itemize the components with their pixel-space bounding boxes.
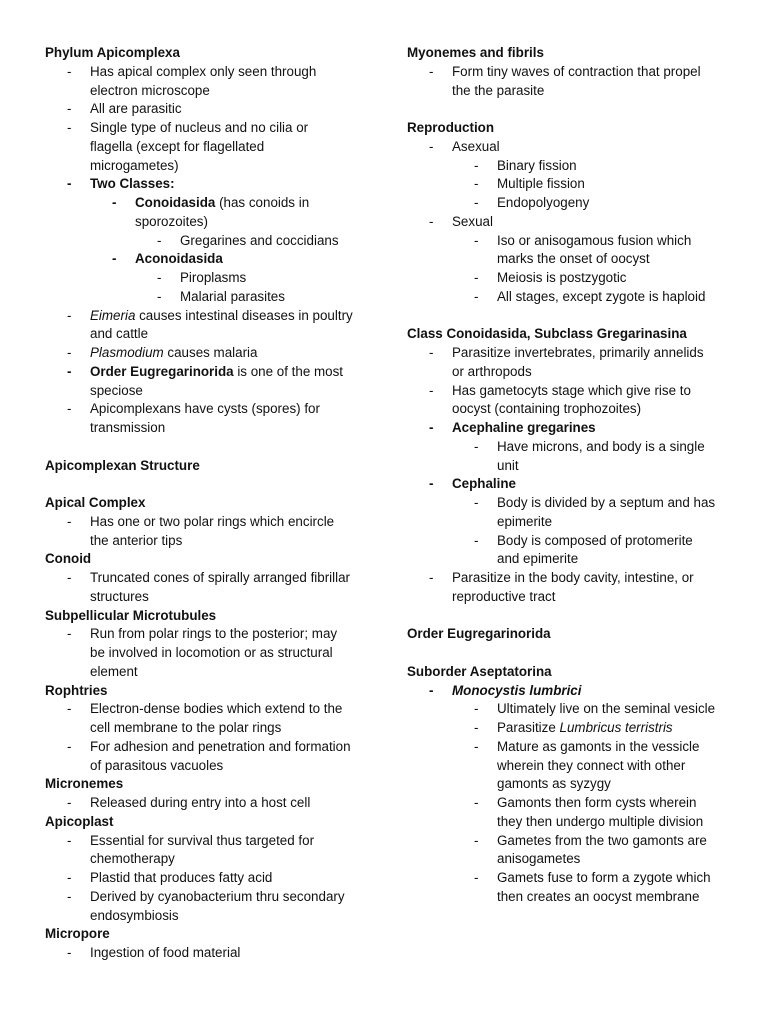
rophtries-heading: Rophtries (45, 682, 108, 698)
list-item: - Form tiny waves of contraction that propel (429, 63, 701, 79)
list-item: - Released during entry into a host cell (67, 795, 311, 810)
list-item-cephaline: - Cephaline (429, 476, 516, 492)
apicoplast-heading: Apicoplast (45, 813, 114, 829)
list-item-cont: oocyst (containing trophozoites) (452, 401, 642, 417)
structure-heading: Apicomplexan Structure (45, 457, 200, 473)
list-item: - Malarial parasites (157, 288, 285, 304)
reproduction-heading: Reproduction (407, 120, 495, 135)
list-item-cont: flagella (except for flagellated (90, 138, 265, 154)
list-item: - Piroplasms (157, 270, 247, 285)
list-item-cont: the anterior tips (90, 532, 183, 548)
list-item: - Ultimately live on the seminal vesicle (474, 701, 716, 717)
list-item: - Iso or anisogamous fusion which (474, 232, 692, 248)
list-item: - Essential for survival thus targeted for (67, 832, 315, 848)
list-item: - Gamonts then form cysts wherein (474, 795, 697, 810)
list-item: - Has gametocyts stage which give rise to (429, 382, 691, 398)
list-item: - Parasitize Lumbricus terristris (474, 720, 673, 735)
list-item: - Electron-dense bodies which extend to the (67, 701, 343, 717)
list-item-monocystis: - Monocystis lumbrici (429, 682, 582, 698)
list-item: - Gregarines and coccidians (157, 232, 339, 248)
list-item: - Parasitize in the body cavity, intestine, or (429, 570, 694, 585)
list-item: - Run from polar rings to the posterior; may (67, 626, 338, 642)
list-item: - Plastid that produces fatty acid (67, 870, 273, 885)
list-item-aconoidasida: - Aconoidasida (112, 251, 223, 267)
list-item-plasmodium: - Plasmodium causes malaria (67, 345, 258, 360)
list-item-cont: marks the onset of oocyst (497, 251, 650, 267)
list-item-cont: they then undergo multiple division (497, 813, 704, 829)
list-item: - Have microns, and body is a single (474, 438, 705, 454)
list-item: - Ingestion of food material (67, 945, 241, 960)
list-item-cont: chemotherapy (90, 851, 175, 867)
list-item-cont: of parasitous vacuoles (90, 757, 224, 773)
list-item-cont: transmission (90, 420, 166, 435)
list-item-cont: sporozoites) (135, 213, 208, 229)
micronemes-heading: Micronemes (45, 776, 124, 792)
list-item: - Multiple fission (474, 176, 585, 192)
list-item-cont: endosymbiosis (90, 907, 179, 923)
list-item-cont: be involved in locomotion or as structural (90, 645, 333, 660)
order-heading: Order Eugregarinorida (407, 626, 551, 642)
list-item-two-classes: - Two Classes: (67, 176, 175, 192)
list-item-cont: epimerite (497, 513, 553, 529)
list-item: - Single type of nucleus and no cilia or (67, 120, 309, 135)
list-item: - Has one or two polar rings which encircle (67, 513, 335, 529)
list-item: - Meiosis is postzygotic (474, 270, 627, 285)
list-item: - Sexual (429, 213, 493, 229)
list-item-cont: cell membrane to the polar rings (90, 720, 282, 735)
list-item: - All stages, except zygote is haploid (474, 288, 706, 304)
list-item: - All are parasitic (67, 101, 182, 117)
conoid-heading: Conoid (45, 551, 92, 567)
list-item-cont: reproductive tract (452, 588, 556, 604)
list-item-order: - Order Eugregarinorida is one of the most (67, 363, 344, 379)
list-item: - Truncated cones of spirally arranged fibrillar (67, 570, 350, 585)
list-item: - Gamets fuse to form a zygote which (474, 870, 711, 885)
list-item: - For adhesion and penetration and formation (67, 738, 351, 754)
list-item-cont: then creates an oocyst membrane (497, 888, 700, 904)
list-item: - Mature as gamonts in the vessicle (474, 738, 700, 754)
list-item-cont: and cattle (90, 326, 149, 342)
list-item-eimeria: - Eimeria causes intestinal diseases in poultry (67, 307, 353, 323)
left-column (45, 44, 370, 963)
list-item: - Endopolyogeny (474, 195, 590, 210)
list-item-cont: speciose (90, 382, 143, 398)
list-item-cont: anisogametes (497, 851, 581, 867)
list-item: - Body is divided by a septum and has (474, 495, 716, 510)
list-item-cont: and epimerite (497, 551, 579, 567)
list-item: - Body is composed of protomerite (474, 532, 693, 548)
micropore-heading: Micropore (45, 926, 110, 942)
myonemes-heading: Myonemes and fibrils (407, 45, 544, 60)
right-column (407, 44, 732, 907)
list-item: - Asexual (429, 138, 500, 154)
list-item: - Gametes from the two gamonts are (474, 832, 707, 848)
list-item: - Derived by cyanobacterium thru secondary (67, 888, 345, 904)
list-item: - Has apical complex only seen through (67, 63, 317, 79)
list-item-cont: gamonts as syzygy (497, 776, 611, 792)
list-item-cont: microgametes) (90, 157, 179, 173)
class-heading: Class Conoidasida, Subclass Gregarinasina (407, 326, 687, 342)
phylum-heading: Phylum Apicomplexa (45, 45, 180, 60)
subpellicular-heading: Subpellicular Microtubules (45, 607, 217, 623)
list-item-cont: wherein they connect with other (497, 757, 686, 773)
list-item-cont: unit (497, 457, 519, 473)
list-item-conoidasida: - Conoidasida (has conoids in (112, 195, 310, 210)
list-item: - Apicomplexans have cysts (spores) for (67, 401, 320, 417)
list-item: - Parasitize invertebrates, primarily annelids (429, 345, 704, 360)
list-item-cont: structures (90, 588, 149, 604)
suborder-heading: Suborder Aseptatorina (407, 663, 552, 679)
list-item: - Binary fission (474, 157, 577, 173)
list-item-cont: the the parasite (452, 82, 545, 98)
list-item-acephaline: - Acephaline gregarines (429, 420, 596, 435)
list-item-cont: or arthropods (452, 363, 532, 379)
list-item-cont: element (90, 663, 138, 679)
list-item-cont: electron microscope (90, 82, 210, 98)
apical-complex-heading: Apical Complex (45, 495, 146, 510)
